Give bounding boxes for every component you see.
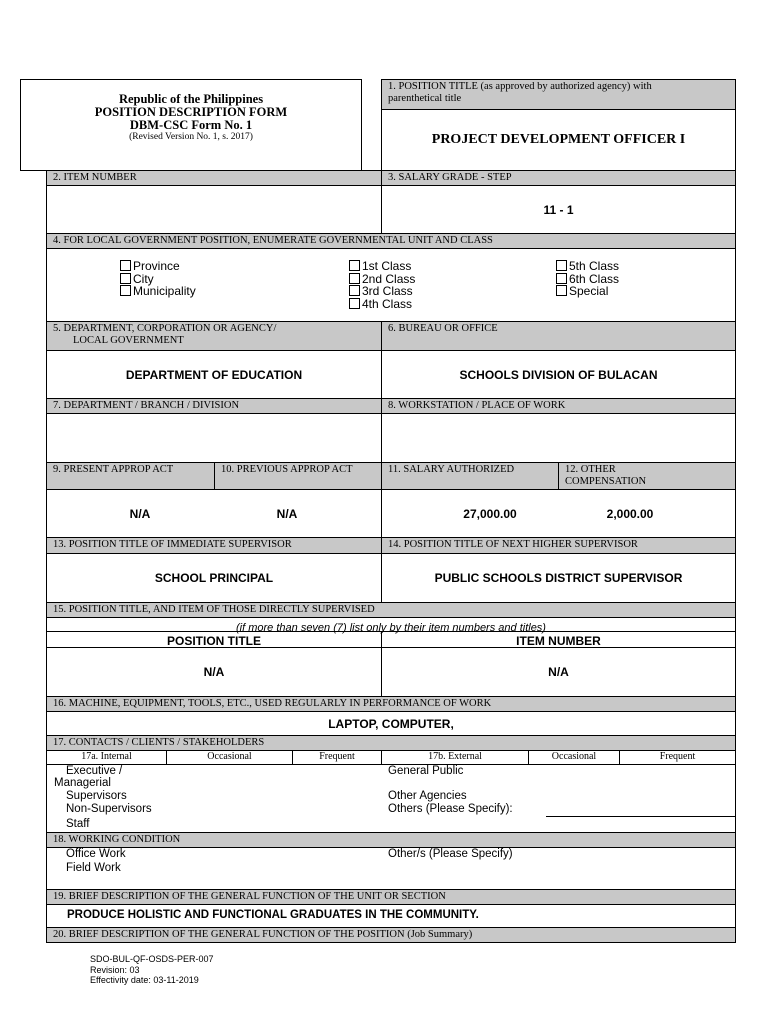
checkbox-label: 3rd Class [362,284,413,298]
department-field[interactable]: DEPARTMENT OF EDUCATION [46,350,382,399]
salary-authorized-field[interactable]: 27,000.00 [463,506,517,521]
local-gov-col1 [120,260,196,298]
supervised-col-item [381,631,736,648]
previous-approp-field[interactable]: N/A [276,506,298,521]
item-number-label: 2. ITEM NUMBER [46,170,382,186]
bureau-label: 6. BUREAU OR OFFICE [381,321,736,351]
other-compensation-field[interactable]: 2,000.00 [606,506,654,521]
checkbox-label: Special [569,284,609,298]
contact-other-agencies: Other Agencies [388,790,467,802]
position-title-value-box [381,109,736,171]
unit-function-field[interactable]: PRODUCE HOLISTIC AND FUNCTIONAL GRADUATES IN THE COMMUNITY. [67,909,479,921]
checkbox-label: 6th Class [569,271,620,286]
contacts-external-frequent: Frequent [619,750,736,765]
previous-approp-label: 10. PREVIOUS APPROP ACT [214,462,382,490]
working-field-work: Field Work [66,862,121,874]
checkbox-box[interactable] [556,273,567,284]
local-gov-col3 [556,260,619,298]
supervised-note-box [46,617,736,632]
contact-managerial: Managerial [54,777,111,789]
checkbox-box[interactable] [120,260,131,271]
other-compensation-label-line1: 12. OTHER [565,464,616,475]
footer-effectivity: Effectivity date: 03-11-2019 [90,975,199,985]
checkbox-box[interactable] [349,298,360,309]
supervised-note: (if more than seven (7) list only by their item numbers and titles) [236,622,546,634]
supervised-col-title-text: POSITION TITLE [166,634,261,648]
department-label [46,321,382,351]
contact-non-supervisors: Non-Supervisors [66,803,152,815]
machines-field[interactable]: LAPTOP, COMPUTER, [46,711,736,736]
working-other-specify: Other/s (Please Specify) [388,848,513,860]
revised-version: (Revised Version No. 1, s. 2017) [129,132,253,142]
footer-revision: Revision: 03 [90,964,140,975]
footer-code: SDO-BUL-QF-OSDS-PER-007 [90,954,214,964]
branch-label: 7. DEPARTMENT / BRANCH / DIVISION [46,398,382,414]
immediate-supervisor-label: 13. POSITION TITLE OF IMMEDIATE SUPERVISOR [46,537,382,554]
department-label-line2: LOCAL GOVERNMENT [73,335,184,346]
working-condition-label: 18. WORKING CONDITION [46,832,736,848]
form-title: POSITION DESCRIPTION FORM [94,105,288,119]
checkbox-label: 5th Class [569,259,620,273]
checkbox-4th-class[interactable] [349,298,415,311]
checkbox-box[interactable] [120,285,131,296]
checkbox-box[interactable] [349,285,360,296]
supervised-label: 15. POSITION TITLE, AND ITEM OF THOSE DIRECTLY SUPERVISED [46,602,736,618]
contacts-internal-frequent: Frequent [292,750,382,765]
checkbox-box[interactable] [556,260,567,271]
checkbox-label: 1st Class [362,259,412,273]
form-number: DBM-CSC Form No. 1 [129,118,253,132]
contact-others-specify: Others (Please Specify): [388,803,513,815]
position-function-label: 20. BRIEF DESCRIPTION OF THE GENERAL FUNCTION OF THE POSITION (Job Summary) [46,927,736,943]
workstation-field[interactable] [381,413,736,463]
checkbox-special[interactable] [556,285,619,298]
supervised-col-title [46,631,382,648]
other-compensation-label-line2: COMPENSATION [565,476,647,487]
next-supervisor-field[interactable]: PUBLIC SCHOOLS DISTRICT SUPERVISOR [381,553,736,603]
salary-authorized-label: 11. SALARY AUTHORIZED [381,462,559,490]
bureau-field[interactable]: SCHOOLS DIVISION OF BULACAN [381,350,736,399]
checkbox-label: 2nd Class [362,271,416,286]
next-supervisor-label: 14. POSITION TITLE OF NEXT HIGHER SUPERVISOR [381,537,736,554]
checkbox-province[interactable] [120,260,196,273]
checkbox-label: City [133,271,154,286]
machines-label: 16. MACHINE, EQUIPMENT, TOOLS, ETC., USED REGULARLY IN PERFORMANCE OF WORK [46,696,736,712]
contacts-external-occasional: Occasional [528,750,620,765]
position-title-label [381,79,736,110]
position-title-label-line2: parenthetical title [388,93,462,104]
local-gov-col2 [349,260,415,310]
supervised-item-field[interactable]: N/A [381,647,736,697]
contact-executive: Executive / [66,765,123,777]
checkbox-box[interactable] [349,273,360,284]
supervised-title-field[interactable]: N/A [46,647,382,697]
immediate-supervisor-field[interactable]: SCHOOL PRINCIPAL [46,553,382,603]
checkbox-box[interactable] [120,273,131,284]
item-number-field[interactable] [46,185,382,234]
footer-doc-code [90,954,214,986]
unit-function-box [46,904,736,928]
salary-grade-field[interactable]: 11 - 1 [381,185,736,234]
contact-supervisors: Supervisors [66,790,127,802]
supervised-col-item-text: ITEM NUMBER [516,634,601,648]
checkbox-label: Province [133,259,180,273]
checkbox-label: Municipality [133,284,196,298]
workstation-label: 8. WORKSTATION / PLACE OF WORK [381,398,736,414]
contact-staff: Staff [66,818,90,830]
contact-general-public: General Public [388,765,464,777]
branch-field[interactable] [46,413,382,463]
department-label-line1: 5. DEPARTMENT, CORPORATION OR AGENCY/ [53,323,277,334]
position-title-label-line1: 1. POSITION TITLE (as approved by authorized agency) with [388,81,652,92]
present-approp-label: 9. PRESENT APPROP ACT [46,462,215,490]
salary-grade-label: 3. SALARY GRADE - STEP [381,170,736,186]
others-specify-input[interactable] [546,816,735,817]
form-header-box [20,79,362,171]
other-compensation-label [558,462,736,490]
present-approp-field[interactable]: N/A [129,506,151,521]
position-title-value[interactable]: PROJECT DEVELOPMENT OFFICER I [431,132,686,147]
contacts-external-header: 17b. External [381,750,529,765]
checkbox-municipality[interactable] [120,285,196,298]
republic-text: Republic of the Philippines [118,92,264,106]
contacts-internal-header: 17a. Internal [46,750,167,765]
checkbox-label: 4th Class [362,296,413,311]
working-office-work: Office Work [66,848,126,860]
local-gov-label: 4. FOR LOCAL GOVERNMENT POSITION, ENUMERATE GOVERNMENTAL UNIT AND CLASS [46,233,736,249]
checkbox-box[interactable] [556,285,567,296]
unit-function-label: 19. BRIEF DESCRIPTION OF THE GENERAL FUNCTION OF THE UNIT OR SECTION [46,889,736,905]
checkbox-box[interactable] [349,260,360,271]
contacts-internal-occasional: Occasional [166,750,293,765]
contacts-label: 17. CONTACTS / CLIENTS / STAKEHOLDERS [46,735,736,751]
